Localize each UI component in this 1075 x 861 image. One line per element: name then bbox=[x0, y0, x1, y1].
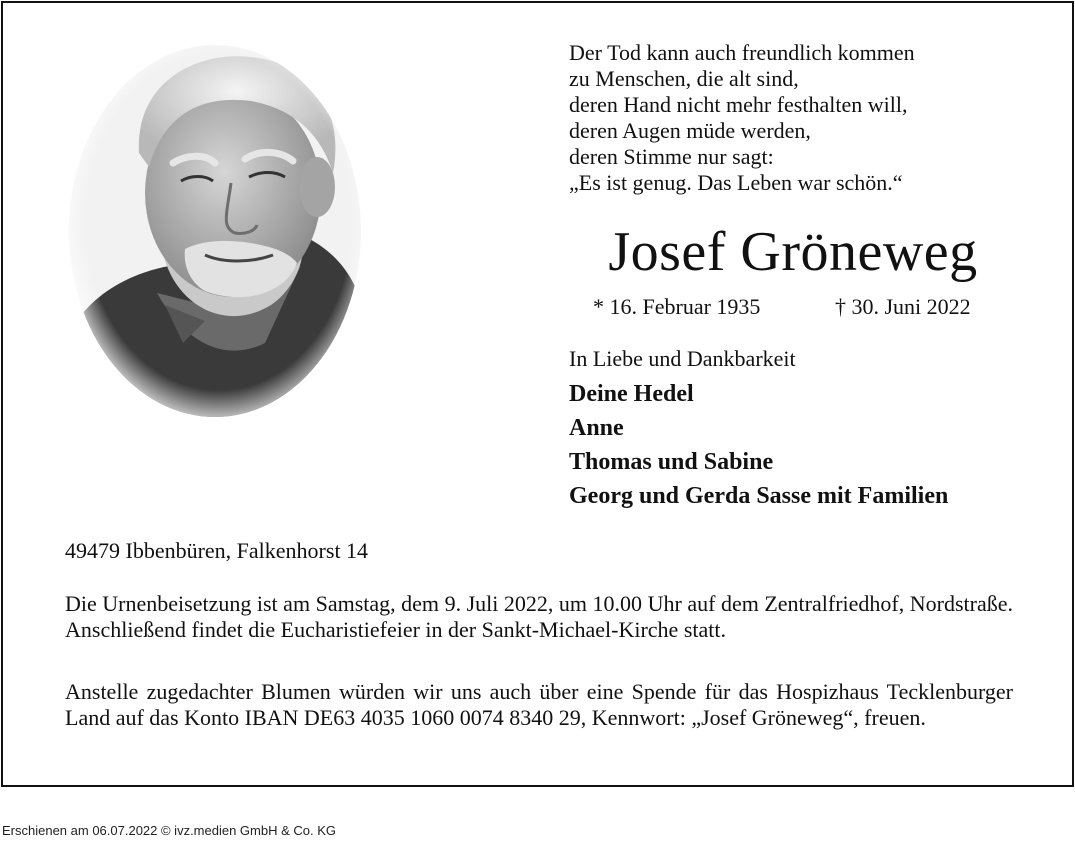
mourner-name: Deine Hedel bbox=[569, 381, 694, 407]
funeral-details: Die Urnenbeisetzung ist am Samstag, dem 9. Juli 2022, um 10.00 Uhr auf dem Zentralfriedhof, Nordstraße. Anschließend findet die Eucharistiefeier in der Sankt-Michael-Kirche statt. bbox=[65, 591, 1013, 642]
mourners-list bbox=[569, 377, 948, 513]
donation-request: Anstelle zugedachter Blumen würden wir uns auch über eine Spende für das Hospizhaus Tecklenburger Land auf das Konto IBAN DE63 4035 1060 0074 8340 29, Kennwort: „Josef Gröneweg“, freuen. bbox=[65, 679, 1013, 730]
mourner-name: Thomas und Sabine bbox=[569, 449, 774, 475]
mourner-name: Georg und Gerda Sasse mit Familien bbox=[569, 483, 949, 509]
deceased-name: Josef Gröneweg bbox=[608, 221, 978, 283]
death-date: † 30. Juni 2022 bbox=[835, 294, 971, 319]
birth-date: * 16. Februar 1935 bbox=[593, 294, 761, 319]
publication-footer: Erschienen am 06.07.2022 © ivz.medien GmbH & Co. KG bbox=[2, 823, 337, 838]
poem-line: deren Stimme nur sagt: bbox=[569, 144, 774, 169]
poem-line: zu Menschen, die alt sind, bbox=[569, 66, 799, 91]
poem-line: deren Hand nicht mehr festhalten will, bbox=[569, 92, 908, 117]
memorial-poem bbox=[569, 40, 915, 196]
family-address: 49479 Ibbenbüren, Falkenhorst 14 bbox=[65, 538, 369, 563]
poem-line: „Es ist genug. Das Leben war schön.“ bbox=[569, 170, 903, 195]
dedication-line: In Liebe und Dankbarkeit bbox=[569, 346, 796, 371]
poem-line: Der Tod kann auch freundlich kommen bbox=[569, 40, 915, 65]
poem-line: deren Augen müde werden, bbox=[569, 118, 811, 143]
portrait-photo bbox=[65, 43, 361, 417]
mourner-name: Anne bbox=[569, 415, 624, 441]
obituary-notice bbox=[1, 1, 1074, 787]
